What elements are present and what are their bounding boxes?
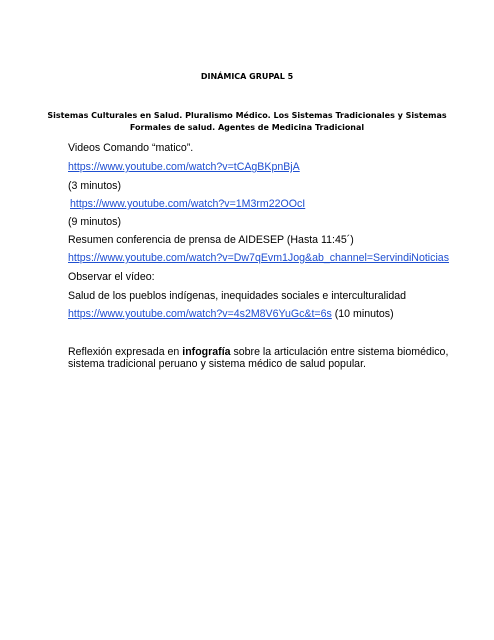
document-title: DINÁMICA GRUPAL 5 — [200, 72, 294, 81]
videos-comando-text: Videos Comando “matico”. — [68, 142, 194, 154]
reflection-line-2: sistema tradicional peruano y sistema médico de salud popular. — [68, 358, 366, 370]
subtitle-line-1: Sistemas Culturales en Salud. Pluralismo Médico. Los Sistemas Tradicionales y Sistemas — [47, 111, 447, 120]
duration-3-min: (3 minutos) — [68, 180, 121, 192]
aidesep-summary-text: Resumen conferencia de prensa de AIDESEP (Hasta 11:45´) — [68, 234, 354, 246]
youtube-link-matico[interactable]: https://www.youtube.com/watch?v=tCAgBKpnBjA — [68, 161, 300, 173]
reflection-suffix: sobre la articulación entre sistema biomédico, — [230, 346, 449, 358]
last-link-line — [68, 308, 394, 321]
video-topic-text: Salud de los pueblos indígenas, inequidades sociales e interculturalidad — [68, 290, 407, 302]
duration-9-min: (9 minutos) — [68, 216, 121, 228]
reflection-infografia: infografía — [182, 346, 231, 358]
youtube-link-second[interactable]: https://www.youtube.com/watch?v=1M3rm22OOcI — [70, 198, 306, 210]
subtitle-line-2: Formales de salud. Agentes de Medicina Tradicional — [129, 123, 365, 132]
observe-video-text: Observar el vídeo: — [68, 271, 155, 283]
youtube-link-salud[interactable]: https://www.youtube.com/watch?v=4s2M8V6YuGc&t=6s — [68, 308, 332, 320]
reflection-prefix: Reflexión expresada en — [68, 346, 183, 358]
duration-10-min: (10 minutos) — [331, 308, 394, 320]
youtube-link-aidesep[interactable]: https://www.youtube.com/watch?v=Dw7qEvm1Jog&ab_channel=ServindiNoticias — [68, 252, 449, 264]
